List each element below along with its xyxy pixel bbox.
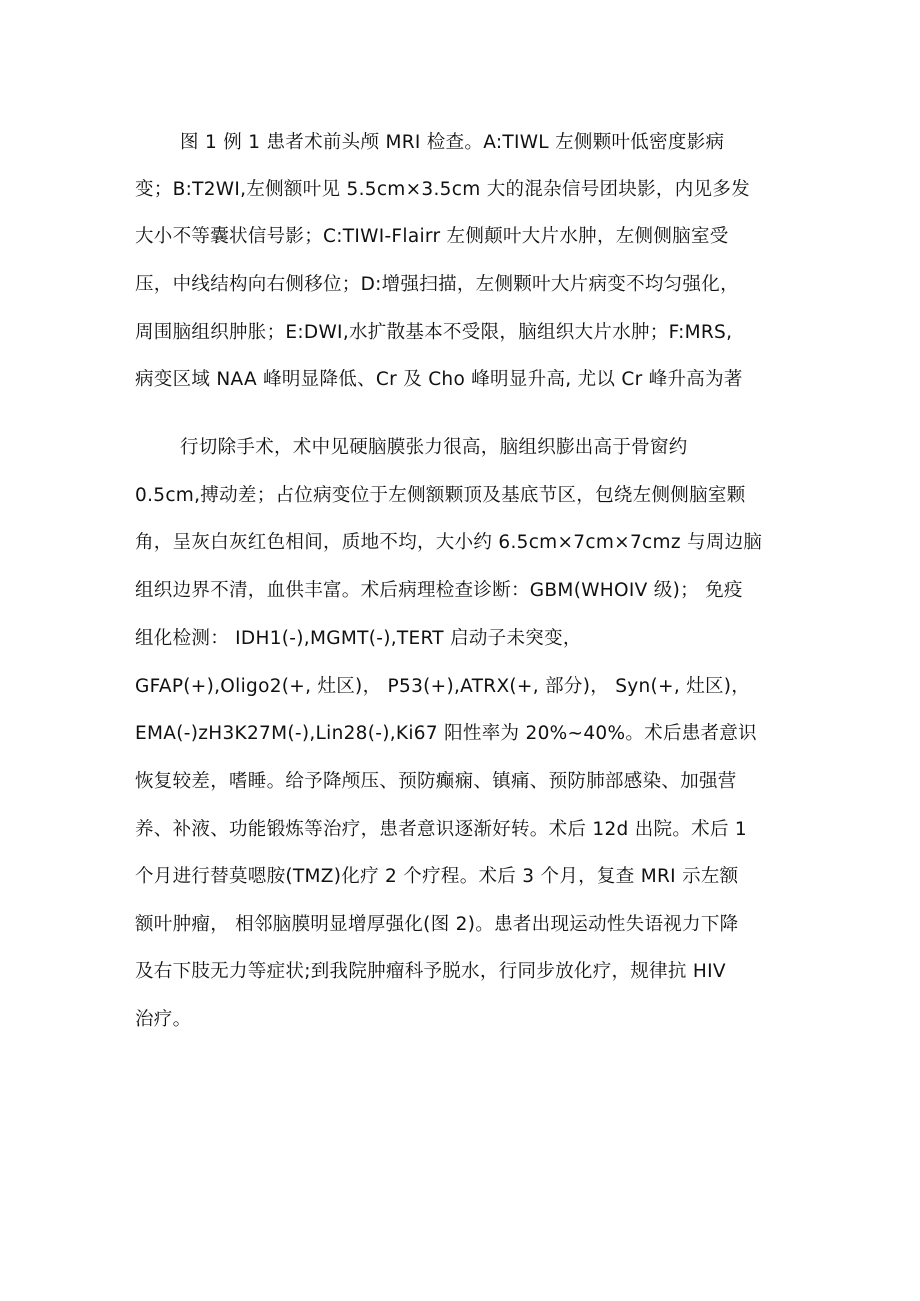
caption-line: 大小不等囊状信号影；C:TIWI-Flairr 左侧颠叶大片水肿，左侧侧脑室受: [135, 226, 729, 247]
body-line: 个月进行替莫嗯胺(TMZ)化疗 2 个疗程。术后 3 个月，复查 MRI 示左额: [135, 866, 739, 887]
body-line: 组化检测： IDH1(-),MGMT(-),TERT 启动子未突变，: [135, 628, 582, 649]
body-line: 养、补液、功能锻炼等治疗，患者意识逐渐好转。术后 12d 出院。术后 1: [135, 819, 747, 840]
body-line: 组织边界不清，血供丰富。术后病理检查诊断：GBM(WHOIV 级)； 免疫: [135, 580, 743, 601]
body-line: 恢复较差，嗜睡。给予降颅压、预防癫痫、镇痛、预防肺部感染、加强营: [135, 771, 737, 792]
caption-line: 变；B:T2WI,左侧额叶见 5.5cm×3.5cm 大的混杂信号团块影，内见多发: [135, 179, 750, 200]
caption-line: 周围脑组织肿胀；E:DWI,水扩散基本不受限，脑组织大片水肿；F:MRS,: [135, 322, 733, 343]
body-line: GFAP(+),Oligo2(+, 灶区)， P53(+),ATRX(+, 部分)， Syn(+, 灶区)，: [135, 676, 751, 697]
caption-line: 压，中线结构向右侧移位；D:增强扫描，左侧颗叶大片病变不均匀强化，: [135, 274, 739, 295]
body-line: 及右下肢无力等症状;到我院肿瘤科予脱水，行同步放化疗，规律抗 HIV: [135, 961, 726, 982]
caption-line: 病变区域 NAA 峰明显降低、Cr 及 Cho 峰明显升高, 尤以 Cr 峰升高为著: [135, 369, 743, 390]
body-line: 额叶肿瘤， 相邻脑膜明显增厚强化(图 2)。患者出现运动性失语视力下降: [135, 914, 739, 935]
body-line: 角，呈灰白灰红色相间，质地不均，大小约 6.5cm×7cm×7cmz 与周边脑: [135, 532, 763, 553]
caption-line: 图 1 例 1 患者术前头颅 MRI 检查。A:TIWL 左侧颗叶低密度影病: [180, 132, 725, 153]
body-line: 0.5cm,搏动差；占位病变位于左侧额颗顶及基底节区，包绕左侧侧脑室颗: [135, 485, 746, 506]
body-line: 治疗。: [135, 1009, 192, 1030]
body-line: EMA(-)zH3K27M(-),Lin28(-),Ki67 阳性率为 20%~40%。术后患者意识: [135, 723, 757, 744]
body-line: 行切除手术，术中见硬脑膜张力很高，脑组织膨出高于骨窗约: [180, 437, 688, 458]
